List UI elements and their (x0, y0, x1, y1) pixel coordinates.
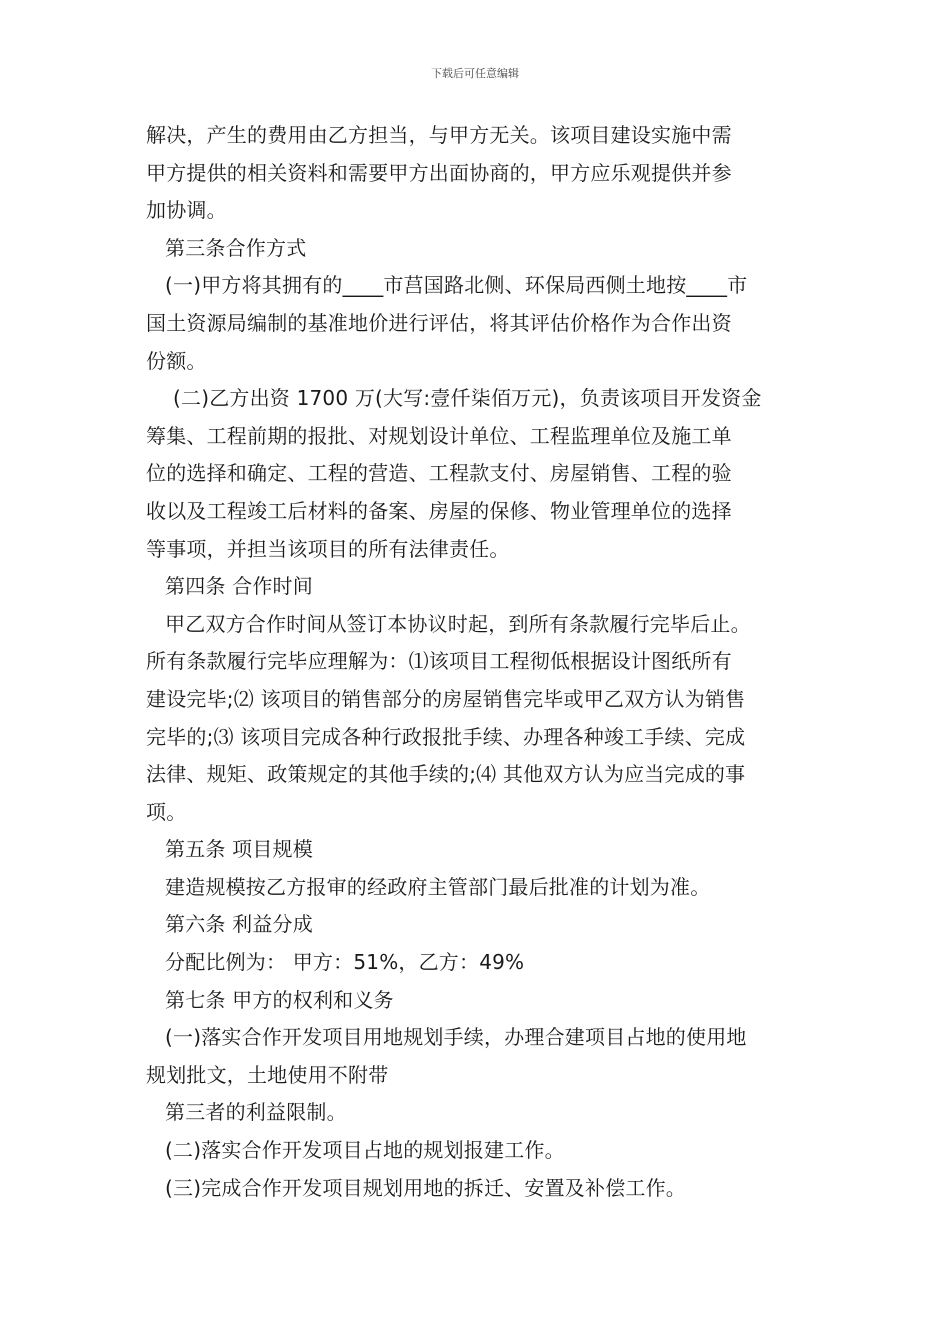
text-line: 第四条 合作时间 (165, 574, 313, 599)
text-line: 甲乙双方合作时间从签订本协议时起，到所有条款履行完毕后止。 (165, 611, 751, 636)
text-line: 第七条 甲方的权利和义务 (165, 987, 394, 1012)
document-body (146, 117, 826, 1207)
text-line: 筹集、工程前期的报批、对规划设计单位、工程监理单位及施工单 (146, 423, 732, 448)
text-line: 位的选择和确定、工程的营造、工程款支付、房屋销售、工程的验 (146, 461, 732, 486)
text-line: 第三者的利益限制。 (165, 1100, 347, 1125)
text-line: 加协调。 (146, 198, 227, 223)
text-line: 第六条 利益分成 (165, 912, 313, 937)
text-line: (一)落实合作开发项目用地规划手续，办理合建项目占地的使用地 (165, 1025, 747, 1050)
text-line: 所有条款履行完毕应理解为：⑴该项目工程彻低根据设计图纸所有 (146, 649, 732, 674)
text-line: 甲方提供的相关资料和需要甲方出面协商的，甲方应乐观提供并参 (146, 160, 732, 185)
page-header: 下载后可任意编辑 (431, 67, 519, 80)
text-line: 项。 (146, 799, 187, 824)
text-line: (二)落实合作开发项目占地的规划报建工作。 (165, 1138, 565, 1163)
text-line: 等事项，并担当该项目的所有法律责任。 (146, 536, 510, 561)
text-line: 建造规模按乙方报审的经政府主管部门最后批准的计划为准。 (165, 874, 711, 899)
text-line: 建设完毕;⑵ 该项目的销售部分的房屋销售完毕或甲乙双方认为销售 (146, 686, 746, 711)
text-line: 份额。 (146, 348, 207, 373)
text-line: 规划批文，土地使用不附带 (146, 1062, 389, 1087)
text-line: (一)甲方将其拥有的____市莒国路北侧、环保局西侧土地按____市 (165, 273, 748, 298)
text-line: 分配比例为： 甲方：51%，乙方：49% (165, 950, 525, 975)
text-line: 收以及工程竣工后材料的备案、房屋的保修、物业管理单位的选择 (146, 498, 732, 523)
text-line: 第三条合作方式 (165, 235, 307, 260)
text-line: 完毕的;⑶ 该项目完成各种行政报批手续、办理各种竣工手续、完成 (146, 724, 746, 749)
text-line: 法律、规矩、政策规定的其他手续的;⑷ 其他双方认为应当完成的事 (146, 762, 746, 787)
text-line: 第五条 项目规模 (165, 837, 313, 862)
text-line: (三)完成合作开发项目规划用地的拆迁、安置及补偿工作。 (165, 1175, 687, 1200)
text-line: 国土资源局编制的基准地价进行评估，将其评估价格作为合作出资 (146, 310, 732, 335)
text-line: (二)乙方出资 1700 万(大写:壹仟柒佰万元)，负责该项目开发资金 (173, 386, 762, 411)
text-line: 解决，产生的费用由乙方担当，与甲方无关。该项目建设实施中需 (146, 123, 732, 147)
